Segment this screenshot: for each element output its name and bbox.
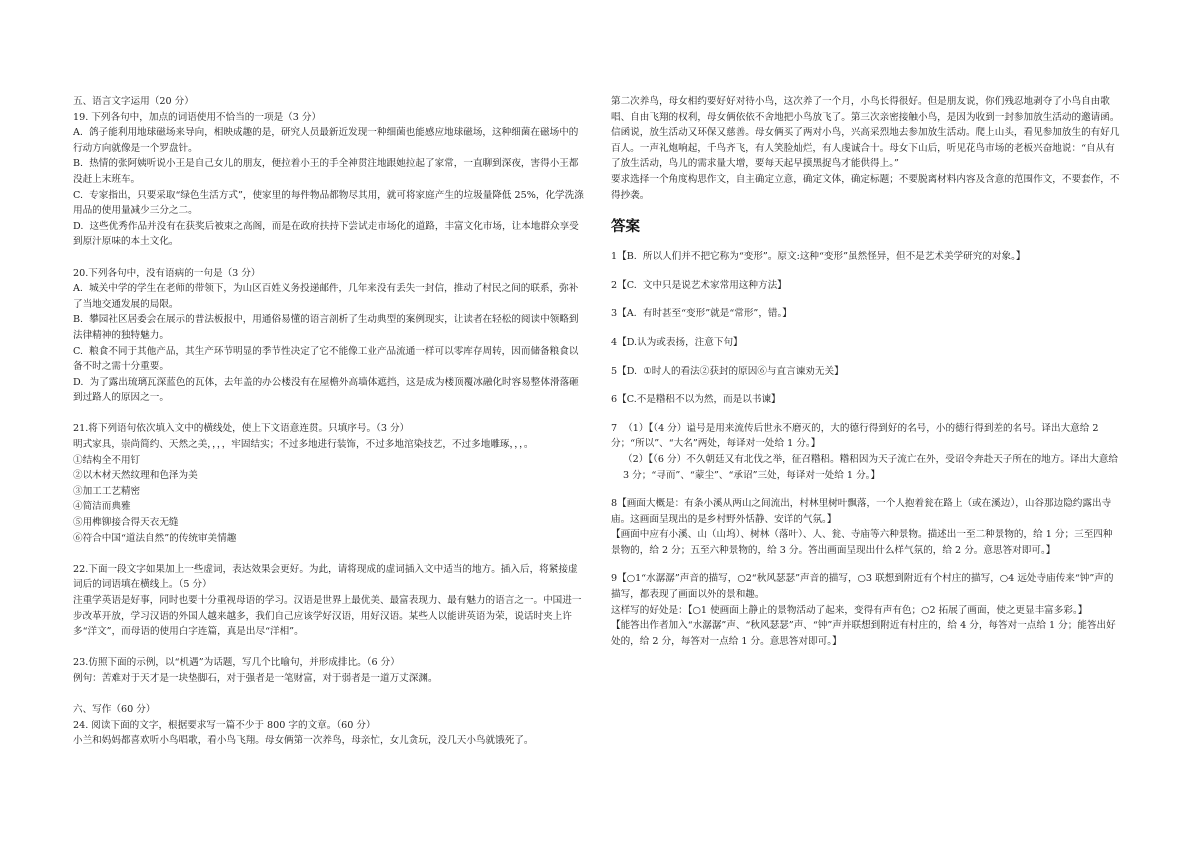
option-d: D. 这些优秀作品并没有在获奖后被束之高阁，而是在政府扶持下尝试走市场化的道路，丰富文化市场，让本地群众享受到原汁原味的本土文化。 (73, 220, 579, 248)
answer-list (611, 249, 1121, 649)
writing-requirements: 要求选择一个角度构思作文，自主确定立意，确定文体，确定标题；不要脱离材料内容及含意的范围作文，不要套作，不得抄袭。 (611, 173, 1120, 201)
sentence-4: ④简洁而典雅 (73, 501, 131, 513)
section-heading-language: 五、语言文字运用（20 分） (73, 96, 194, 107)
sentence-2: ②以木材天然纹理和色泽为美 (73, 470, 198, 482)
question-passage: 注重学英语是好事，同时也要十分重视母语的学习。汉语是世界上最优美、最富表现力、最有魅力的语言之一。中国进一步改革开放，学习汉语的外国人越来越多，我们自己应该学好汉语，用好汉语。某些人以能讲英语为荣，说话时夹上许多“洋文”，而母语的使用白字连篇，真是出尽“洋相”。 (73, 595, 582, 638)
question-24-continued (611, 94, 1121, 203)
example-sentence: 例句：苦难对于天才是一块垫脚石，对于强者是一笔财富，对于弱者是一道万丈深渊。 (73, 672, 438, 684)
answer-8-scene: 8【画面大概是：有条小溪从两山之间流出，村林里树叶飘落，一个人抱着瓮在路上（或在溪边），山谷那边隐约露出寺庙。这画面呈现出的是乡村野外恬静、安详的气氛。】 (611, 498, 1112, 525)
sentence-3: ③加工工艺精密 (73, 485, 141, 497)
answer-4: 4【D.认为或表扬，注意下句】 (611, 336, 743, 348)
question-21 (73, 421, 586, 546)
option-c: C. 专家指出，只要采取“绿色生活方式”，使家里的每件物品都物尽其用，就可将家庭产生的垃圾量降低 25%，化学洗涤用品的使用量减少三分之二。 (73, 189, 584, 217)
answer-7-part-2: （2）【（6 分）不久朝廷又有北伐之举，征召糌稆。糌稆因为天子流亡在外，受诏令奔赴天子所在的地方。译出大意给 3 分；“寻而”、“蒙尘”、“承诏”三处，每译对一处给 1 分。】 (623, 453, 1121, 481)
question-stem: 20.下列各句中，没有语病的一句是（3 分） (73, 267, 261, 279)
question-24 (73, 718, 586, 749)
answer-8-scoring: 【画面中应有小溪、山（山坞）、树林（落叶）、人、瓮、寺庙等六种景物。描述出一至二种景物的，给 1 分；三至四种景物的，给 2 分；五至六种景物的，给 3 分。答出画面呈现出什么样气氛的，给 2 分。意思答对即可。】 (611, 529, 1113, 556)
option-c: C. 粮食不同于其他产品，其生产环节明显的季节性决定了它不能像工业产品流通一样可以零库存周转，因而储备粮食以备不时之需十分重要。 (73, 345, 579, 373)
section-heading-writing: 六、写作（60 分） (73, 704, 156, 716)
option-a: A. 城关中学的学生在老师的带领下，为山区百姓义务投递邮件，几年来没有丢失一封信，推动了村民之间的联系，弥补了当地交通发展的局限。 (73, 283, 579, 310)
answer-7-part-1: 7 （1）【（4 分）谥号是用来流传后世永不磨灭的，大的德行得到好的名号，小的德行得到差的名号。译出大意给 2 分；“所以”、“大名”两处，每译对一处给 1 分。】 (611, 422, 1102, 450)
question-20 (73, 266, 586, 406)
question-stem: 21.将下列语句依次填入文中的横线处，使上下文语意连贯。只填序号。（3 分） (73, 423, 410, 435)
answer-9-description: 9【○1“水潺潺”声音的描写，○2“秋风瑟瑟”声音的描写，○3 联想到附近有个村庄的描写，○4 远处寺庙传来“钟”声的描写，都表现了画面以外的景和趣。 (611, 573, 1114, 601)
answer-9-scoring: 【能答出作者加入“水潺潺”声、“秋风瑟瑟”声、“钟”声并联想到附近有村庄的，给 4 分，每答对一点给 1 分；能答出好处的，给 2 分，每答对一点给 1 分。意思答对即可。】 (611, 620, 1116, 647)
question-passage: 明式家具，崇尚简约、天然之美，，，，牢固结实；不过多地进行装饰，不过多地涫染技艺，不过多地雕琢，，，。 (73, 439, 534, 451)
question-passage: 第二次养鸟，母女相约要好好对待小鸟，这次养了一个月，小鸟长得很好。但是朋友说，你们残忍地剥夺了小鸟自由歌唱、自由飞翔的权利，母女俩依依不舍地把小鸟放飞了。第三次亲密接触小鸟，是因为收到一封参加放生活动的邀请函。信函说，放生活动又环保又慈善。母女俩买了两对小鸟，兴高采烈地去参加放生活动。爬上山头，看见参加放生的有好几百人。一声礼炮响起，千鸟齐飞，有人笑脸灿烂，有人虔诚合十。母女下山后，听见花鸟市场的老板兴奋地说：“自从有了放生活动，鸟儿的需求量大增，要每天起早摸黑捉鸟才能供得上。” (611, 96, 1120, 170)
question-23 (73, 655, 586, 686)
answer-5: 5【D. ①时人的看法②获封的原因⑥与直言谏劝无关】 (611, 365, 844, 377)
answers-heading: 答案 (611, 218, 640, 236)
sentence-1: ①结构全不用钉 (73, 454, 141, 466)
option-d: D. 为了露出琉璃瓦深蓝色的瓦体，去年盖的办公楼没有在屋檐外高墙体遮挡，这是成为楼顶覆冰融化时容易整体滑落砸到过路人的原因之一。 (73, 376, 579, 404)
question-stem: 22.下面一段文字如果加上一些虚词，表达效果会更好。为此，请将现成的虚词插入文中适当的地方。插入后，将紧接虚词后的词语填在横线上。（5 分） (73, 563, 578, 591)
question-stem: 23.仿照下面的示例，以“机遇”为话题，写几个比喻句，并形成排比。（6 分） (73, 657, 400, 669)
question-stem: 24. 阅读下面的文字，根据要求写一篇不少于 800 字的文章。（60 分） (73, 719, 376, 731)
right-column (611, 94, 1121, 649)
option-b: B. 热情的张阿姨听说小王是自己女儿的朋友，便拉着小王的手全神贯注地跟她拉起了家常，一直聊到深夜，害得小王都没赶上末班车。 (73, 158, 579, 185)
question-19 (73, 110, 586, 250)
answer-1: 1【B. 所以人们并不把它称为“变形”。原文:这种“变形”虽然怪异，但不是艺术美学研究的对象。】 (611, 251, 1026, 263)
sentence-5: ⑤用榫铆接合得天衣无缝 (73, 517, 179, 529)
question-stem: 19. 下列各句中，加点的词语使用不恰当的一项是（3 分） (73, 111, 322, 123)
left-column (73, 94, 586, 749)
option-b: B. 攀园社区居委会在展示的普法板报中，用通俗易懂的语言剖析了生动典型的案例现实，让读者在轻松的阅读中领略到法律精神的独特魅力。 (73, 314, 579, 341)
option-a: A. 鸽子能利用地球磁场来导向，相映成趣的是，研究人员最新近发现一种细菌也能感应地球磁场，这种细菌在磁场中的行动方向就像是一个罗盘针。 (73, 127, 579, 154)
sentence-6: ⑥符合中国“道法自然”的传统审美情趣 (73, 532, 237, 544)
answer-3: 3【A. 有时甚至“变形”就是“常形”，错。】 (611, 308, 792, 320)
answer-9-benefit: 这样写的好处是：【○1 使画面上静止的景物活动了起来，变得有声有色；○2 拓展了画面，使之更显丰富多彩。】 (611, 604, 1088, 616)
answer-2: 2【C. 文中只是说艺术家常用这种方法】 (611, 279, 787, 291)
question-22 (73, 562, 586, 640)
answer-6: 6【C.不是糌稆不以为然，而是以书谏】 (611, 394, 781, 406)
question-passage: 小兰和妈妈都喜欢听小鸟唱歌，看小鸟飞翔。母女俩第一次养鸟，母亲忙，女儿贪玩，没几天小鸟就饿死了。 (73, 735, 534, 747)
